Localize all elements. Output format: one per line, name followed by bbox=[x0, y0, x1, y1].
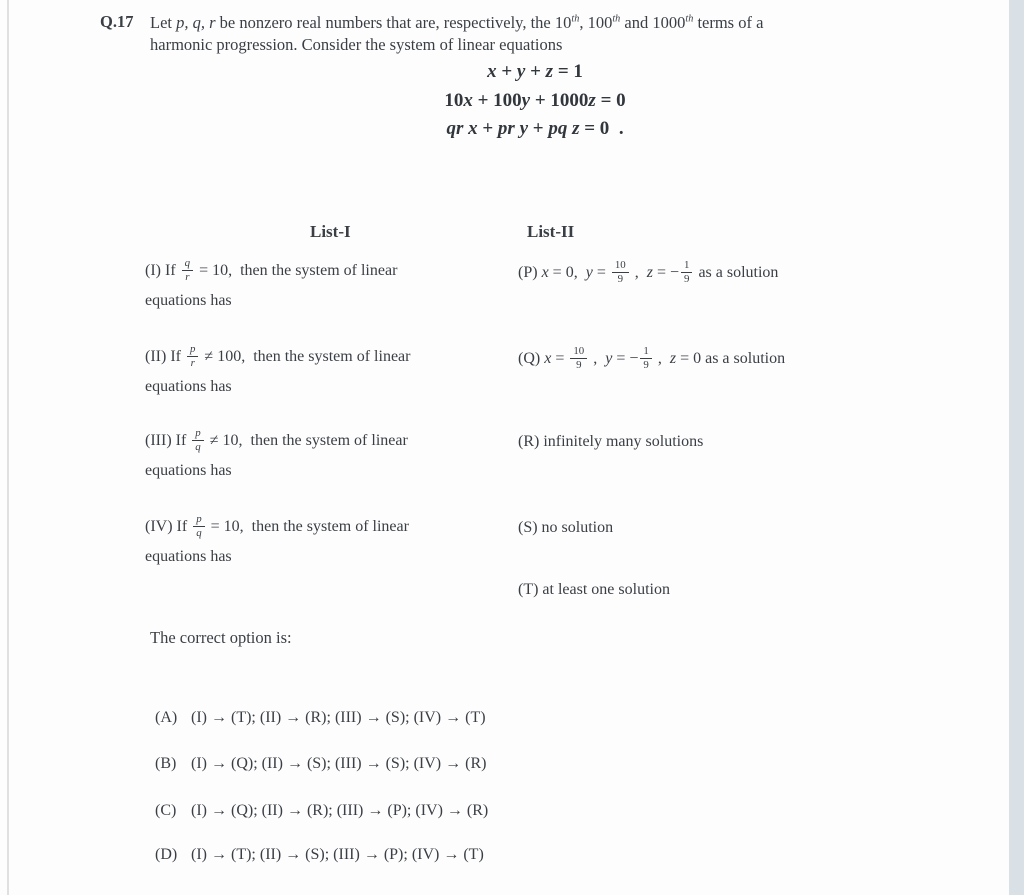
list2-item-T: (T) at least one solution bbox=[518, 581, 670, 598]
option-A bbox=[155, 706, 486, 730]
list1-item-II bbox=[145, 340, 513, 398]
list2-item-P: (P) x = 0, y = $\frac{10}{9}$ , z = − $\frac{1}{9}$ as a solution bbox=[518, 259, 779, 286]
option-B-text: (I) → (Q); (II) → (S); (III) → (S); (IV) → (R) bbox=[191, 755, 487, 772]
list1-item-I-line1: (I) If $\frac{q}{r}$ = 10, then the system of linear bbox=[145, 257, 398, 284]
list1-item-IV-line2: equations has bbox=[145, 548, 232, 565]
equation-line-3: qr x + pr y + pq z = 0 . bbox=[446, 118, 624, 139]
option-B bbox=[155, 752, 486, 776]
list2-header: List-II bbox=[527, 222, 575, 241]
list1-item-III-line1: (III) If $\frac{p}{q}$ ≠ 10, then the system of linear bbox=[145, 427, 408, 454]
list1-item-III-line2: equations has bbox=[145, 462, 232, 479]
equation-line-1: x + y + z = 1 bbox=[487, 61, 583, 82]
list1-item-I bbox=[145, 254, 513, 312]
equation-system bbox=[335, 58, 735, 144]
list1-item-II-line2: equations has bbox=[145, 378, 232, 395]
page-right-margin-strip bbox=[1009, 0, 1024, 895]
option-D-label: (D) bbox=[155, 846, 178, 863]
option-C-label: (C) bbox=[155, 802, 177, 819]
page-left-rule bbox=[7, 0, 9, 895]
list1-item-II-line1: (II) If $\frac{p}{r}$ ≠ 100, then the system of linear bbox=[145, 343, 411, 370]
question-number: Q.17 bbox=[100, 12, 134, 31]
question-text: Let p, q, r be nonzero real numbers that are, respectively, the 10th, 100th and 1000th terms of a harmonic progression. Consider the system of linear equations bbox=[150, 13, 764, 54]
correct-option-prompt: The correct option is: bbox=[150, 628, 292, 647]
option-B-label: (B) bbox=[155, 755, 177, 772]
option-A-text: (I) → (T); (II) → (R); (III) → (S); (IV) → (T) bbox=[191, 709, 486, 726]
list1-header: List-I bbox=[310, 222, 351, 241]
equation-line-2: 10x + 100y + 1000z = 0 bbox=[444, 89, 626, 111]
option-A-label: (A) bbox=[155, 709, 178, 726]
option-C bbox=[155, 799, 488, 823]
list2-item-S: (S) no solution bbox=[518, 519, 614, 536]
option-D bbox=[155, 843, 484, 867]
option-D-text: (I) → (T); (II) → (S); (III) → (P); (IV) → (T) bbox=[191, 846, 484, 863]
list1-item-IV-line1: (IV) If $\frac{p}{q}$ = 10, then the system of linear bbox=[145, 513, 409, 540]
list1-item-I-line2: equations has bbox=[145, 292, 232, 309]
list2-item-Q: (Q) x = $\frac{10}{9}$ , y = − $\frac{1}{9}$ , z = 0 as a solution bbox=[518, 345, 786, 372]
list1-item-IV bbox=[145, 510, 513, 568]
option-C-text: (I) → (Q); (II) → (R); (III) → (P); (IV) → (R) bbox=[191, 802, 489, 819]
list1-item-III bbox=[145, 424, 513, 482]
list2-item-R: (R) infinitely many solutions bbox=[518, 433, 704, 450]
